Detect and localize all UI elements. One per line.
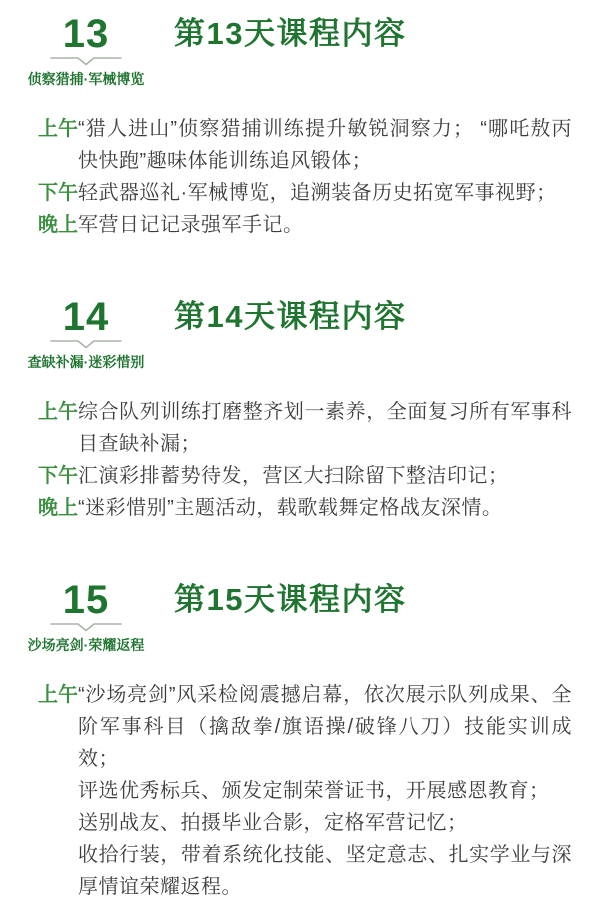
- activity-text: 汇演彩排蓄势待发，营区大扫除留下整洁印记；: [78, 465, 509, 487]
- day-number: 15: [62, 578, 110, 622]
- notch-divider-icon: [50, 622, 122, 632]
- day-number: 14: [62, 295, 110, 339]
- day-subtitle: 查缺补漏·迷彩惜别: [27, 354, 145, 370]
- schedule-row: [38, 775, 572, 807]
- schedule-row: [38, 209, 572, 241]
- day-subtitle: 沙场亮剑·荣耀返程: [27, 637, 145, 653]
- day-title: 第15天课程内容: [174, 582, 407, 617]
- day-title: 第13天课程内容: [174, 16, 407, 51]
- activity-text: 军营日记记录强军手记。: [78, 214, 304, 236]
- time-label: 下午: [38, 182, 78, 204]
- schedule-row: [38, 177, 572, 209]
- time-label: 下午: [38, 465, 78, 487]
- day-14-schedule: [0, 372, 600, 524]
- day-subtitle: 侦察猎捕·军械博览: [27, 71, 145, 87]
- time-label: 晚上: [38, 214, 78, 236]
- day-14-header: [0, 297, 600, 372]
- day-15-schedule: [0, 655, 600, 903]
- day-15-number-block: [24, 580, 148, 655]
- day-15-section: [0, 580, 600, 903]
- activity-text: 收拾行装，带着系统化技能、坚定意志、扎实学业与深厚情谊荣耀返程。: [78, 844, 572, 898]
- day-title: 第14天课程内容: [174, 299, 407, 334]
- day-13-schedule: [0, 89, 600, 241]
- day-number: 13: [62, 12, 110, 56]
- activity-text: 轻武器巡礼·军械博览，追溯装备历史拓宽军事视野；: [78, 182, 557, 204]
- day-13-section: [0, 14, 600, 241]
- day-13-header: [0, 14, 600, 89]
- schedule-row: [38, 460, 572, 492]
- day-14-section: [0, 297, 600, 524]
- notch-divider-icon: [50, 339, 122, 349]
- day-13-number-block: [24, 14, 148, 89]
- time-label: 晚上: [38, 497, 78, 519]
- schedule-row: [38, 396, 572, 460]
- schedule-row: [38, 492, 572, 524]
- day-14-number-block: [24, 297, 148, 372]
- time-label: 上午: [38, 118, 78, 140]
- schedule-row: [38, 679, 572, 775]
- time-label: 上午: [38, 684, 78, 706]
- notch-divider-icon: [50, 56, 122, 66]
- schedule-row: [38, 807, 572, 839]
- schedule-row: [38, 839, 572, 903]
- activity-text: 评选优秀标兵、颁发定制荣誉证书，开展感恩教育；: [78, 780, 550, 802]
- activity-text: “迷彩惜别”主题活动，载歌载舞定格战友深情。: [78, 497, 503, 519]
- schedule-row: [38, 113, 572, 177]
- activity-text: 综合队列训练打磨整齐划一素养，全面复习所有军事科目查缺补漏；: [78, 401, 572, 455]
- activity-text: 送别战友、拍摄毕业合影，定格军营记忆；: [78, 812, 468, 834]
- time-label: 上午: [38, 401, 78, 423]
- day-15-header: [0, 580, 600, 655]
- activity-text: “猎人进山”侦察猎捕训练提升敏锐洞察力； “哪吒敖丙快快跑”趣味体能训练追风锻体；: [78, 118, 572, 172]
- activity-text: “沙场亮剑”风采检阅震撼启幕，依次展示队列成果、全阶军事科目（擒敌拳/旗语操/破锋八刀）技能实训成效；: [78, 684, 572, 770]
